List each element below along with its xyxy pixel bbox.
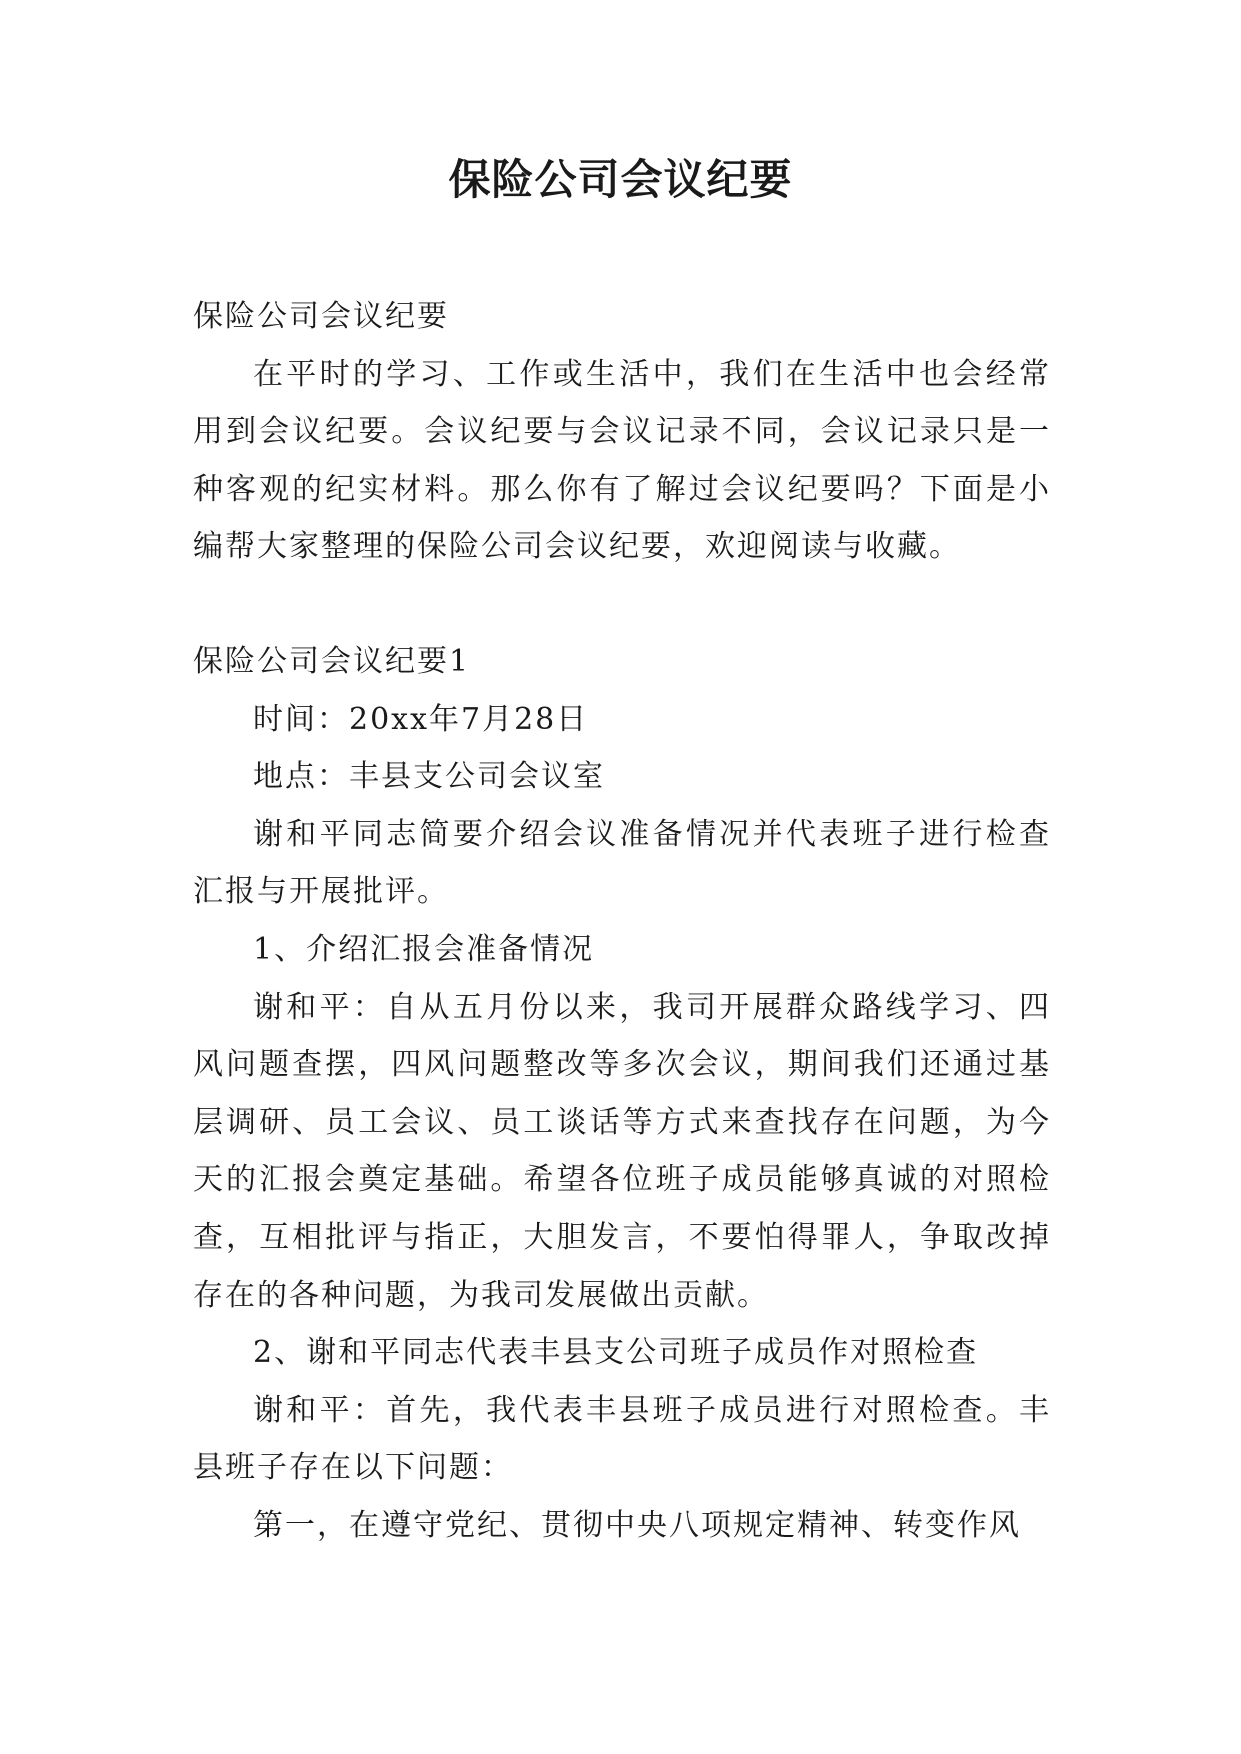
meeting-summary: 谢和平同志简要介绍会议准备情况并代表班子进行检查汇报与开展批评。 <box>193 816 1051 910</box>
section-heading: 保险公司会议纪要1 <box>193 643 471 679</box>
item-2-heading: 2、谢和平同志代表丰县支公司班子成员作对照检查 <box>253 1335 979 1371</box>
doc-heading: 保险公司会议纪要 <box>193 299 449 334</box>
item-2-content: 谢和平：首先，我代表丰县班子成员进行对照检查。丰县班子存在以下问题： <box>193 1392 1051 1486</box>
section-spacer <box>193 576 1051 633</box>
item-1-heading: 1、介绍汇报会准备情况 <box>253 931 595 967</box>
document-body <box>193 288 1051 1554</box>
meeting-location: 地点：丰县支公司会议室 <box>253 759 605 795</box>
meeting-time: 时间：20xx年7月28日 <box>253 701 589 737</box>
item-1-content: 谢和平：自从五月份以来，我司开展群众路线学习、四风问题查摆，四风问题整改等多次会议，期间我们还通过基层调研、员工会议、员工谈话等方式来查找存在问题，为今天的汇报会奠定基础。希望各位班子成员能够真诚的对照检查，互相批评与指正，大胆发言，不要怕得罪人，争取改掉存在的各种问题，为我司发展做出贡献。 <box>193 989 1051 1313</box>
document-title: 保险公司会议纪要 <box>448 155 793 204</box>
item-2-point-1: 第一，在遵守党纪、贯彻中央八项规定精神、转变作风 <box>253 1507 1021 1543</box>
intro-paragraph: 在平时的学习、工作或生活中，我们在生活中也会经常用到会议纪要。会议纪要与会议记录不同，会议记录只是一种客观的纪实材料。那么你有了解过会议纪要吗？下面是小编帮大家整理的保险公司会议纪要，欢迎阅读与收藏。 <box>193 356 1051 565</box>
